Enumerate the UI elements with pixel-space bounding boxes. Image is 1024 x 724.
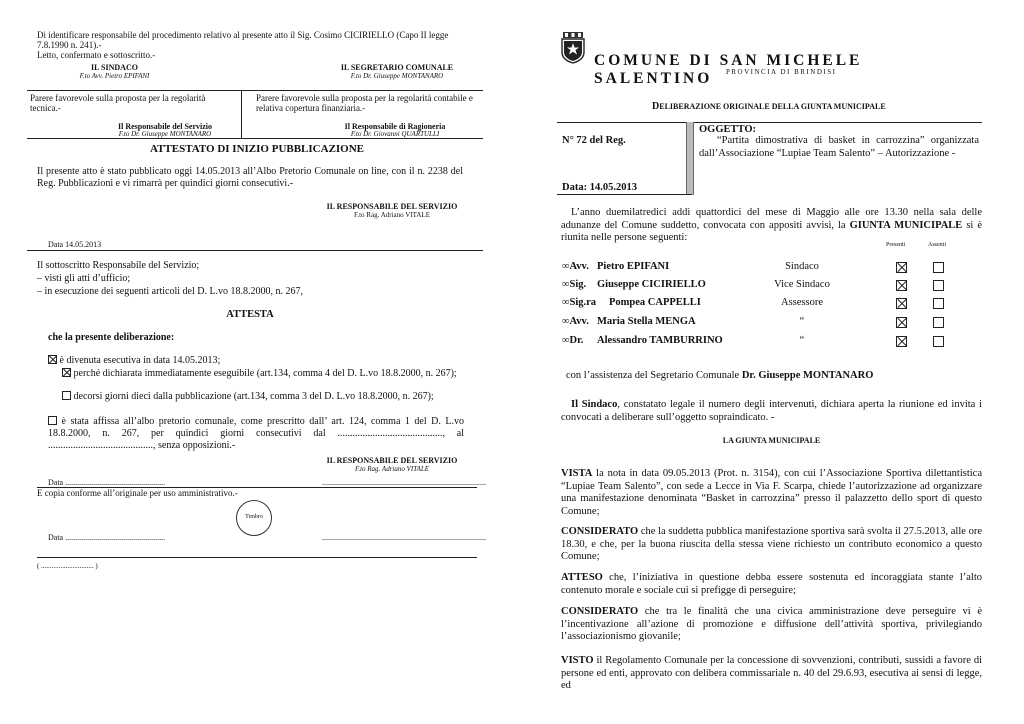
member-role: “ [799, 335, 805, 346]
divider [37, 557, 477, 558]
member-title: ∞Avv. [562, 261, 589, 272]
considerato-text-2: che tra le finalità che una civica amministrazione deve perseguire vi è l’incentivazione all’azione di promozione e diffusione dell’attività sportiva, privilegiando l’associazionismo giovanile; [561, 606, 982, 642]
opening-pre: L’anno duemilatredici addì quattordici del mese di Maggio alle ore 13.30 nella sala delle adunanze del Comune suddetto, convocata con appositi avvisi, la [561, 207, 982, 231]
header-box-bottom [557, 194, 692, 195]
affissa-text: è stata affissa all’albo pretorio comunale, come prescritto dall’ art. 124, comma 1 del D. L.vo 18.8.2000, n. 267, per quindici giorni consecutivi dal .........................................., al .........................................., senza opposizioni.- [48, 416, 465, 451]
resp-servizio-title: Il Responsabile del Servizio [117, 122, 212, 131]
absent-checkbox[interactable] [933, 317, 944, 328]
considerato-paragraph-2 [561, 606, 982, 644]
assistenza-pre: con l’assistenza del Segretario Comunale [566, 370, 742, 381]
member-name: Pompea CAPPELLI [609, 297, 701, 308]
resp-ragioneria-name: F.to Dr. Giovanni QUARTULLI [350, 130, 440, 138]
parere-contabile-text: Parere favorevole sulla proposta per la regolarità contabile e relativa copertura finanziaria.- [256, 93, 473, 113]
member-name: Giuseppe CICIRIELLO [597, 279, 706, 290]
visto-paragraph [561, 655, 982, 693]
affissa-line [48, 416, 464, 452]
present-checkbox[interactable] [896, 280, 907, 291]
decorsi-line [62, 391, 467, 403]
assistenza-paragraph [566, 370, 987, 383]
esecuzione-text: – in esecuzione dei seguenti articoli del D. L.vo 18.8.2000, n. 267, [37, 286, 304, 297]
present-checkbox[interactable] [896, 336, 907, 347]
member-role: Sindaco [785, 261, 819, 272]
decorsi-checkbox[interactable] [62, 391, 71, 400]
member-role: “ [799, 316, 805, 327]
data-dots: Data .................................................. [48, 478, 166, 487]
immediatamente-checkbox[interactable] [62, 368, 71, 377]
timbro-stamp [236, 500, 272, 536]
oggetto-label: OGGETTO: [699, 124, 756, 135]
provincia-subtitle: PROVINCIA DI BRINDISI [726, 68, 837, 76]
member-row [562, 316, 982, 330]
immediatamente-text: perché dichiarata immediatamente eseguibile (art.134, comma 4 del D. L.vo 18.8.2000, n. 267); [73, 368, 457, 379]
assistenza-bold: Dr. Giuseppe MONTANARO [741, 370, 874, 381]
member-name: Pietro EPIFANI [597, 261, 670, 272]
immediatamente-line [48, 368, 464, 380]
opening-post: si è riunita nelle persone seguenti: [561, 219, 982, 243]
sindaco-paragraph [561, 399, 982, 424]
divider [27, 90, 483, 91]
member-name: Maria Stella MENGA [597, 316, 696, 327]
coat-of-arms-icon [560, 32, 586, 64]
present-checkbox[interactable] [896, 262, 907, 273]
resp-servizio-name-2: F.to Rag. Adriano VITALE [354, 211, 430, 219]
affissa-checkbox[interactable] [48, 416, 57, 425]
esecutiva-checkbox[interactable] [48, 355, 57, 364]
che-la-text: che la presente deliberazione: [48, 332, 175, 343]
member-row [562, 279, 982, 293]
absent-checkbox[interactable] [933, 336, 944, 347]
opening-paragraph [561, 207, 982, 245]
letto-confermato-text: Letto, confermato e sottoscritto.- [37, 50, 156, 60]
member-row [562, 261, 982, 275]
header-box-separator [686, 122, 694, 195]
bottom-note: ( .............................. ) [37, 562, 98, 570]
visto-bold: VISTO [561, 655, 594, 666]
member-role: Assessore [781, 297, 823, 308]
data-pubblicazione: Data 14.05.2013 [48, 240, 102, 249]
sindaco-text: , constatato legale il numero degli intervenuti, dichiara aperta la riunione ed invita i convocati a deliberare sull’oggetto sopraindicato. - [561, 399, 982, 423]
considerato-paragraph-1 [561, 526, 982, 564]
vista-paragraph [561, 468, 982, 518]
visto-text: il Regolamento Comunale per la concessione di sovvenzioni, contributi, sussidi a favore di persone ed enti, approvato con delibera commissariale n. 40 del 29.6.93, esecutiva ai sensi di legge, ed [561, 655, 982, 691]
member-name: Alessandro TAMBURRINO [597, 335, 723, 346]
giunta-heading: LA GIUNTA MUNICIPALE [722, 436, 821, 445]
vista-bold: VISTA [561, 468, 593, 479]
responsabile-procedimento-text: Di identificare responsabile del procedimento relativo al presente atto il Sig. Cosimo CICIRIELLO (Capo II legge 7.8.1990 n. 241).- [37, 30, 449, 50]
attestato-text: Il presente atto è stato pubblicato oggi 14.05.2013 all’Albo Pretorio Comunale on line, con il n. 2238 del Reg. Pubblicazioni e vi rimarrà per quindici giorni consecutivi.- [37, 166, 463, 189]
sindaco-title: IL SINDACO [91, 63, 138, 72]
divider [27, 250, 483, 251]
divider [27, 138, 483, 139]
resp-servizio-name: F.to Dr. Giuseppe MONTANARO [118, 130, 212, 138]
resp-ragioneria-title: Il Responsabile di Ragioneria [344, 122, 446, 131]
oggetto-text: “Partita dimostrativa di basket in carrozzina” organizzata dall’Associazione “Lupiae Team Salento” – Autorizzazione - [699, 135, 979, 159]
member-title: ∞Dr. [562, 335, 584, 346]
resp-servizio-title-3: IL RESPONSABILE DEL SERVIZIO [326, 456, 458, 465]
absent-checkbox[interactable] [933, 298, 944, 309]
data-dots-2: Data .................................................. [48, 533, 166, 542]
resp-servizio-title-2: IL RESPONSABILE DEL SERVIZIO [326, 202, 458, 211]
considerato-bold-1: CONSIDERATO [561, 526, 639, 537]
assenti-label: Assenti [928, 242, 946, 248]
timbro-label: Timbro [245, 514, 263, 520]
copia-conforme-text: E copia conforme all’originale per uso amministrativo.- [37, 488, 238, 498]
firma-dots-2: .................................................................................. [322, 533, 486, 542]
resp-servizio-name-3: F.to Rag. Adriano VITALE [354, 465, 430, 473]
visti-text: – visti gli atti d’ufficio; [37, 273, 131, 284]
member-row [562, 297, 982, 311]
deliberazione-rest: ELIBERAZIONE ORIGINALE DELLA GIUNTA MUNICIPALE [659, 102, 886, 111]
atteso-paragraph [561, 572, 982, 597]
esecutiva-line [48, 355, 468, 367]
absent-checkbox[interactable] [933, 262, 944, 273]
presenti-label: Presenti [886, 242, 906, 248]
data-delibera: Data: 14.05.2013 [562, 182, 637, 193]
esecutiva-text: è divenuta esecutiva in data 14.05.2013; [59, 355, 221, 366]
sindaco-bold: Il Sindaco [571, 399, 618, 410]
present-checkbox[interactable] [896, 317, 907, 328]
attesta-heading: ATTESTA [226, 309, 274, 320]
decorsi-text: decorsi giorni dieci dalla pubblicazione (art.134, comma 3 del D. L.vo 18.8.2000, n. 267); [73, 391, 434, 402]
present-checkbox[interactable] [896, 298, 907, 309]
segretario-name: F.to Dr. Giuseppe MONTANARO [350, 72, 444, 80]
member-row [562, 335, 982, 349]
member-title: ∞Avv. [562, 316, 589, 327]
numero-registro: N° 72 del Reg. [562, 135, 626, 146]
comune-title: COMUNE DI SAN MICHELE SALENTINO [594, 52, 863, 87]
considerato-text-1: che la suddetta pubblica manifestazione sportiva sarà svolta il 27.5.2013, alle ore 18.30, e che, per la buona riuscita della stessa viene richiesto un contributo economico a questo Comune; [561, 526, 982, 562]
parere-divider [241, 91, 242, 138]
parere-tecnica-text: Parere favorevole sulla proposta per la regolarità tecnica.- [30, 93, 206, 113]
sottoscritto-text: Il sottoscritto Responsabile del Servizio; [37, 260, 200, 271]
atteso-text: che, l’iniziativa in questione debba essere sostenuta ed incoraggiata stante l’alto contenuto morale e sociale cui si prefigge di perseguire; [561, 572, 982, 596]
member-title: ∞Sig. [562, 279, 587, 290]
segretario-title: IL SEGRETARIO COMUNALE [340, 63, 454, 72]
firma-dots: .................................................................................. [322, 478, 486, 487]
atteso-bold: ATTESO [561, 572, 603, 583]
attestato-title: ATTESTATO DI INIZIO PUBBLICAZIONE [149, 143, 365, 155]
member-title: ∞Sig.ra [562, 297, 597, 308]
vista-text: la nota in data 09.05.2013 (Prot. n. 3154), con cui l’Associazione Sportiva dilettantistica “Lupiae Team Salento”, con sede a Lecce in Via F. Scarpa, chiede l’autorizzazione ad organizzare una manifestazione denominata “Basket in carrozzina” presso il palazzetto dello sport di questo Comune; [561, 468, 982, 517]
sindaco-name: F.to Avv. Pietro EPIFANI [79, 72, 150, 80]
member-role: Vice Sindaco [774, 279, 830, 290]
header-box-top [557, 122, 982, 123]
opening-bold: GIUNTA MUNICIPALE [849, 219, 963, 231]
absent-checkbox[interactable] [933, 280, 944, 291]
considerato-bold-2: CONSIDERATO [561, 606, 639, 617]
deliberazione-heading [652, 101, 886, 112]
deliberazione-initial: D [652, 101, 660, 112]
